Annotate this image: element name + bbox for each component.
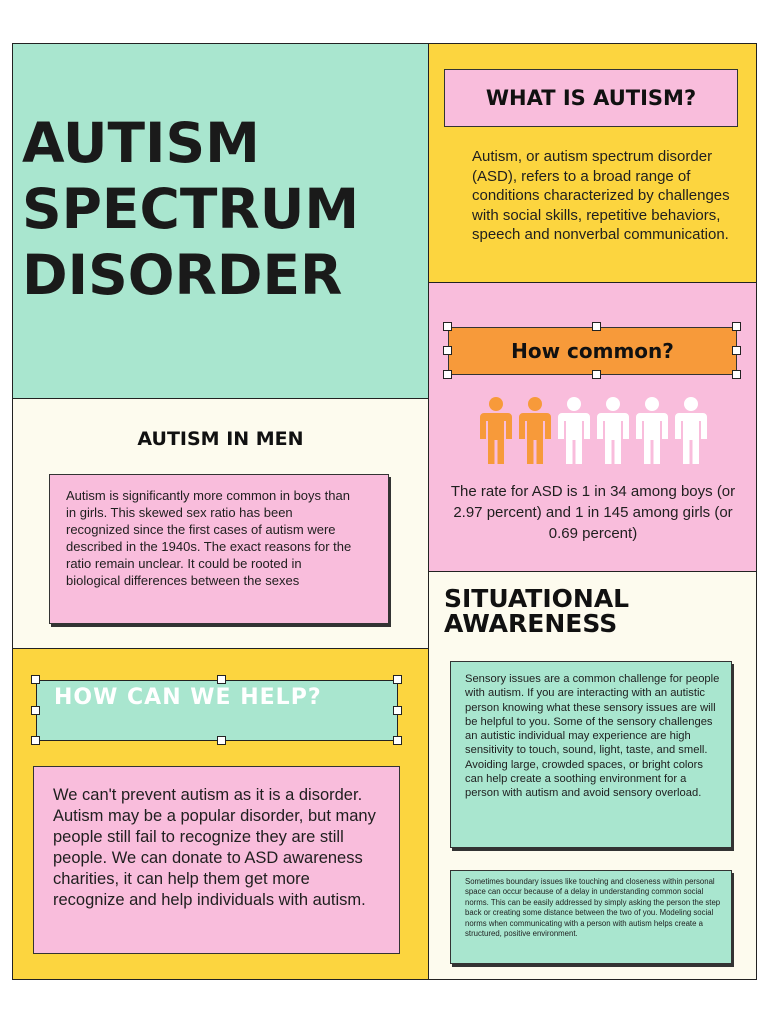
- selection-handle[interactable]: [443, 322, 452, 331]
- what-is-text: Autism, or autism spectrum disorder (ASD), refers to a broad range of conditions characterized by challenges with social skills, repetitive behaviors, speech and nonverbal communication.: [472, 148, 730, 243]
- person-icon: [675, 397, 707, 464]
- sensory-text: Sensory issues are a common challenge for people with autism. If you are interacting with an autistic person knowing what these sensory issues are will be helpful to you. Some of the sensory challenges an autistic individual may experience are high sensitivity to touch, sound, light, taste, and smell. Avoiding large, crowded spaces, or bright colors can help create a soothing environment for a person with autism and avoid sensory overload.: [465, 673, 720, 800]
- selection-handle[interactable]: [393, 736, 402, 745]
- how-common-heading-box: [448, 327, 737, 375]
- help-heading: HOW CAN WE HELP?: [54, 685, 322, 710]
- person-icon: [558, 397, 590, 464]
- selection-handle[interactable]: [592, 322, 601, 331]
- situational-heading: [444, 586, 744, 636]
- page-title: [22, 110, 422, 308]
- selection-handle[interactable]: [592, 370, 601, 379]
- title-line-2: SPECTRUM: [22, 177, 360, 241]
- how-common-heading: How common?: [511, 339, 674, 363]
- selection-handle[interactable]: [443, 370, 452, 379]
- what-is-heading-box: [444, 69, 738, 127]
- people-icons: [478, 396, 718, 466]
- selection-handle[interactable]: [31, 736, 40, 745]
- selection-handle[interactable]: [217, 736, 226, 745]
- how-common-text: The rate for ASD is 1 in 34 among boys (or 2.97 percent) and 1 in 145 among girls (or 0.69 percent): [450, 483, 736, 542]
- selection-handle[interactable]: [393, 706, 402, 715]
- men-text: Autism is significantly more common in boys than in girls. This skewed sex ratio has been recognized since the first cases of autism were described in the 1940s. The exact reasons for the ratio remain unclear. It could be rooted in biological differences between the sexes: [66, 488, 352, 588]
- selection-handle[interactable]: [732, 370, 741, 379]
- selection-handle[interactable]: [31, 675, 40, 684]
- help-text: We can't prevent autism as it is a disorder. Autism may be a popular disorder, but many people still fail to recognize they are still people. We can donate to ASD awareness charities, it can help them get more recognize and help individuals with autism.: [53, 786, 376, 909]
- person-icon: [480, 397, 512, 464]
- what-is-heading: WHAT IS AUTISM?: [485, 86, 697, 110]
- selection-handle[interactable]: [732, 346, 741, 355]
- selection-handle[interactable]: [217, 675, 226, 684]
- selection-handle[interactable]: [732, 322, 741, 331]
- situational-heading-line-2: AWARENESS: [444, 609, 618, 638]
- person-icon: [636, 397, 668, 464]
- situational-heading-line-1: SITUATIONAL: [444, 584, 630, 613]
- selection-handle[interactable]: [393, 675, 402, 684]
- title-line-3: DISORDER: [22, 243, 343, 307]
- boundary-text: Sometimes boundary issues like touching and closeness within personal space can occur because of a delay in understanding common social norms. This can be easily addressed by simply asking the person the step back or creating some distance between the two of you. Modeling social norms when communicating with a person with autism helps create a structured, positive environment.: [465, 877, 721, 939]
- men-heading: AUTISM IN MEN: [137, 428, 304, 450]
- title-line-1: AUTISM: [22, 111, 260, 175]
- person-icon: [519, 397, 551, 464]
- person-icon: [597, 397, 629, 464]
- selection-handle[interactable]: [31, 706, 40, 715]
- selection-handle[interactable]: [443, 346, 452, 355]
